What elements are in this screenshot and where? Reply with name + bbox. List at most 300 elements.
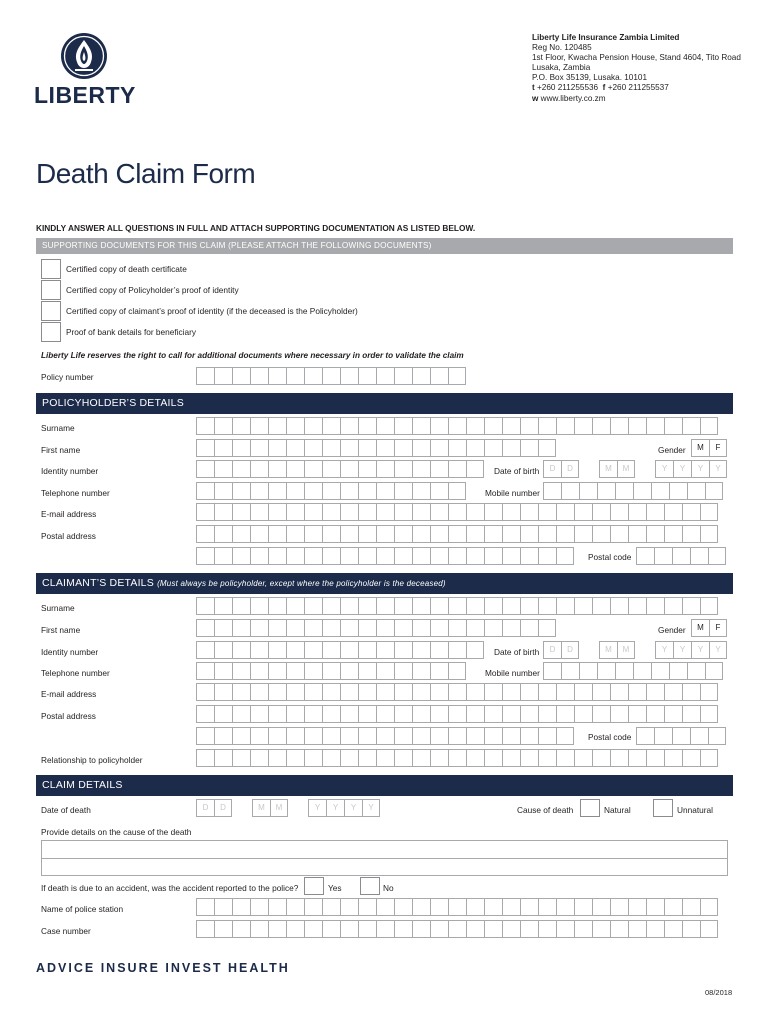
ph-postal-input-2[interactable] bbox=[196, 547, 574, 565]
input-cell[interactable] bbox=[574, 597, 592, 615]
police-station-input[interactable] bbox=[196, 898, 718, 916]
input-cell[interactable] bbox=[394, 749, 412, 767]
input-cell[interactable] bbox=[502, 727, 520, 745]
input-cell[interactable] bbox=[250, 619, 268, 637]
input-cell[interactable] bbox=[268, 460, 286, 478]
input-cell[interactable] bbox=[466, 727, 484, 745]
input-cell[interactable] bbox=[358, 683, 376, 701]
input-cell[interactable] bbox=[196, 482, 214, 500]
input-cell[interactable] bbox=[304, 525, 322, 543]
input-cell[interactable] bbox=[214, 749, 232, 767]
input-cell[interactable] bbox=[340, 503, 358, 521]
input-cell[interactable] bbox=[556, 898, 574, 916]
input-cell[interactable] bbox=[376, 439, 394, 457]
date-cell-y[interactable]: Y bbox=[362, 799, 380, 817]
input-cell[interactable] bbox=[448, 705, 466, 723]
date-cell-y[interactable]: Y bbox=[673, 641, 691, 659]
input-cell[interactable] bbox=[412, 641, 430, 659]
input-cell[interactable] bbox=[376, 503, 394, 521]
input-cell[interactable] bbox=[412, 547, 430, 565]
input-cell[interactable] bbox=[448, 683, 466, 701]
input-cell[interactable] bbox=[574, 525, 592, 543]
cl-email-input[interactable] bbox=[196, 683, 718, 701]
input-cell[interactable] bbox=[664, 683, 682, 701]
input-cell[interactable] bbox=[520, 547, 538, 565]
input-cell[interactable] bbox=[579, 662, 597, 680]
input-cell[interactable] bbox=[214, 705, 232, 723]
input-cell[interactable] bbox=[214, 597, 232, 615]
input-cell[interactable] bbox=[669, 482, 687, 500]
input-cell[interactable] bbox=[430, 641, 448, 659]
input-cell[interactable] bbox=[394, 619, 412, 637]
input-cell[interactable] bbox=[268, 439, 286, 457]
date-cell-m[interactable]: M bbox=[599, 460, 617, 478]
input-cell[interactable] bbox=[250, 482, 268, 500]
input-cell[interactable] bbox=[214, 920, 232, 938]
input-cell[interactable] bbox=[610, 503, 628, 521]
input-cell[interactable] bbox=[430, 547, 448, 565]
input-cell[interactable] bbox=[592, 898, 610, 916]
input-cell[interactable] bbox=[304, 619, 322, 637]
cl-relationship-input[interactable] bbox=[196, 749, 718, 767]
input-cell[interactable] bbox=[484, 749, 502, 767]
natural-checkbox[interactable] bbox=[580, 799, 600, 817]
input-cell[interactable] bbox=[700, 525, 718, 543]
input-cell[interactable] bbox=[250, 727, 268, 745]
date-cell-y[interactable]: Y bbox=[344, 799, 362, 817]
input-cell[interactable] bbox=[466, 525, 484, 543]
input-cell[interactable] bbox=[520, 898, 538, 916]
ph-email-input[interactable] bbox=[196, 503, 718, 521]
ph-mobile-input[interactable] bbox=[543, 482, 723, 500]
input-cell[interactable] bbox=[232, 662, 250, 680]
ph-id-number-input[interactable] bbox=[196, 460, 484, 478]
date-of-death-input[interactable] bbox=[196, 799, 380, 817]
input-cell[interactable] bbox=[628, 683, 646, 701]
input-cell[interactable] bbox=[466, 705, 484, 723]
input-cell[interactable] bbox=[340, 920, 358, 938]
input-cell[interactable] bbox=[538, 439, 556, 457]
input-cell[interactable] bbox=[592, 683, 610, 701]
input-cell[interactable] bbox=[664, 525, 682, 543]
input-cell[interactable] bbox=[633, 482, 651, 500]
input-cell[interactable] bbox=[705, 662, 723, 680]
input-cell[interactable] bbox=[538, 727, 556, 745]
input-cell[interactable] bbox=[376, 525, 394, 543]
input-cell[interactable] bbox=[502, 597, 520, 615]
input-cell[interactable] bbox=[394, 460, 412, 478]
input-cell[interactable] bbox=[466, 749, 484, 767]
input-cell[interactable] bbox=[232, 460, 250, 478]
input-cell[interactable] bbox=[610, 749, 628, 767]
input-cell[interactable] bbox=[466, 920, 484, 938]
input-cell[interactable] bbox=[394, 525, 412, 543]
input-cell[interactable] bbox=[543, 482, 561, 500]
input-cell[interactable] bbox=[232, 482, 250, 500]
input-cell[interactable] bbox=[466, 641, 484, 659]
input-cell[interactable] bbox=[430, 597, 448, 615]
input-cell[interactable] bbox=[520, 705, 538, 723]
date-cell-m[interactable]: M bbox=[599, 641, 617, 659]
input-cell[interactable] bbox=[538, 525, 556, 543]
input-cell[interactable] bbox=[646, 597, 664, 615]
input-cell[interactable] bbox=[520, 417, 538, 435]
accident-yes-checkbox[interactable] bbox=[304, 877, 324, 895]
input-cell[interactable] bbox=[394, 482, 412, 500]
input-cell[interactable] bbox=[322, 898, 340, 916]
input-cell[interactable] bbox=[484, 525, 502, 543]
input-cell[interactable] bbox=[412, 460, 430, 478]
input-cell[interactable] bbox=[646, 417, 664, 435]
ph-telephone-input[interactable] bbox=[196, 482, 466, 500]
input-cell[interactable] bbox=[322, 597, 340, 615]
input-cell[interactable] bbox=[543, 662, 561, 680]
input-cell[interactable] bbox=[376, 683, 394, 701]
input-cell[interactable] bbox=[304, 597, 322, 615]
input-cell[interactable] bbox=[394, 641, 412, 659]
input-cell[interactable] bbox=[412, 597, 430, 615]
input-cell[interactable] bbox=[394, 898, 412, 916]
input-cell[interactable] bbox=[394, 367, 412, 385]
input-cell[interactable] bbox=[304, 683, 322, 701]
input-cell[interactable] bbox=[502, 705, 520, 723]
date-cell-d[interactable]: D bbox=[543, 641, 561, 659]
input-cell[interactable] bbox=[654, 547, 672, 565]
input-cell[interactable] bbox=[358, 619, 376, 637]
input-cell[interactable] bbox=[214, 683, 232, 701]
input-cell[interactable] bbox=[412, 683, 430, 701]
input-cell[interactable] bbox=[232, 503, 250, 521]
cause-details-textarea[interactable] bbox=[41, 840, 728, 876]
input-cell[interactable] bbox=[358, 547, 376, 565]
input-cell[interactable] bbox=[250, 597, 268, 615]
input-cell[interactable] bbox=[448, 727, 466, 745]
input-cell[interactable] bbox=[448, 482, 466, 500]
input-cell[interactable] bbox=[322, 525, 340, 543]
input-cell[interactable] bbox=[592, 597, 610, 615]
input-cell[interactable] bbox=[574, 417, 592, 435]
input-cell[interactable] bbox=[592, 503, 610, 521]
input-cell[interactable] bbox=[430, 619, 448, 637]
input-cell[interactable] bbox=[268, 547, 286, 565]
cl-surname-input[interactable] bbox=[196, 597, 718, 615]
input-cell[interactable] bbox=[412, 898, 430, 916]
input-cell[interactable] bbox=[646, 525, 664, 543]
input-cell[interactable] bbox=[484, 417, 502, 435]
input-cell[interactable] bbox=[664, 920, 682, 938]
input-cell[interactable] bbox=[687, 482, 705, 500]
input-cell[interactable] bbox=[682, 683, 700, 701]
input-cell[interactable] bbox=[286, 525, 304, 543]
input-cell[interactable] bbox=[412, 417, 430, 435]
input-cell[interactable] bbox=[358, 367, 376, 385]
input-cell[interactable] bbox=[214, 503, 232, 521]
input-cell[interactable] bbox=[592, 749, 610, 767]
accident-no-checkbox[interactable] bbox=[360, 877, 380, 895]
input-cell[interactable] bbox=[430, 683, 448, 701]
input-cell[interactable] bbox=[268, 417, 286, 435]
date-cell-y[interactable]: Y bbox=[655, 641, 673, 659]
date-cell-d[interactable]: D bbox=[196, 799, 214, 817]
input-cell[interactable] bbox=[250, 503, 268, 521]
input-cell[interactable] bbox=[664, 417, 682, 435]
input-cell[interactable] bbox=[708, 727, 726, 745]
input-cell[interactable] bbox=[340, 705, 358, 723]
input-cell[interactable] bbox=[376, 597, 394, 615]
input-cell[interactable] bbox=[250, 705, 268, 723]
date-cell-m[interactable]: M bbox=[617, 641, 635, 659]
input-cell[interactable] bbox=[232, 367, 250, 385]
doc-checkbox-item[interactable] bbox=[41, 301, 601, 321]
input-cell[interactable] bbox=[214, 525, 232, 543]
input-cell[interactable] bbox=[448, 367, 466, 385]
input-cell[interactable] bbox=[556, 920, 574, 938]
input-cell[interactable] bbox=[615, 662, 633, 680]
input-cell[interactable] bbox=[574, 705, 592, 723]
input-cell[interactable] bbox=[286, 547, 304, 565]
input-cell[interactable] bbox=[430, 417, 448, 435]
input-cell[interactable] bbox=[700, 749, 718, 767]
input-cell[interactable] bbox=[376, 417, 394, 435]
input-cell[interactable] bbox=[196, 619, 214, 637]
input-cell[interactable] bbox=[322, 503, 340, 521]
input-cell[interactable] bbox=[646, 898, 664, 916]
input-cell[interactable] bbox=[286, 683, 304, 701]
input-cell[interactable] bbox=[286, 503, 304, 521]
cl-postal-input-2[interactable] bbox=[196, 727, 574, 745]
doc-checkbox-item[interactable] bbox=[41, 259, 601, 279]
input-cell[interactable] bbox=[646, 705, 664, 723]
doc-checkbox[interactable] bbox=[41, 280, 61, 300]
input-cell[interactable] bbox=[376, 367, 394, 385]
input-cell[interactable] bbox=[376, 920, 394, 938]
input-cell[interactable] bbox=[322, 367, 340, 385]
input-cell[interactable] bbox=[430, 727, 448, 745]
input-cell[interactable] bbox=[538, 683, 556, 701]
input-cell[interactable] bbox=[196, 525, 214, 543]
date-cell-y[interactable]: Y bbox=[709, 460, 727, 478]
input-cell[interactable] bbox=[268, 503, 286, 521]
input-cell[interactable] bbox=[196, 920, 214, 938]
input-cell[interactable] bbox=[682, 503, 700, 521]
input-cell[interactable] bbox=[322, 727, 340, 745]
input-cell[interactable] bbox=[700, 683, 718, 701]
input-cell[interactable] bbox=[250, 683, 268, 701]
input-cell[interactable] bbox=[484, 727, 502, 745]
input-cell[interactable] bbox=[304, 417, 322, 435]
input-cell[interactable] bbox=[286, 482, 304, 500]
cl-gender-options[interactable] bbox=[691, 619, 727, 637]
input-cell[interactable] bbox=[430, 460, 448, 478]
input-cell[interactable] bbox=[250, 367, 268, 385]
input-cell[interactable] bbox=[628, 417, 646, 435]
input-cell[interactable] bbox=[196, 367, 214, 385]
input-cell[interactable] bbox=[412, 619, 430, 637]
input-cell[interactable] bbox=[232, 683, 250, 701]
input-cell[interactable] bbox=[358, 920, 376, 938]
input-cell[interactable] bbox=[592, 417, 610, 435]
input-cell[interactable] bbox=[502, 525, 520, 543]
input-cell[interactable] bbox=[340, 482, 358, 500]
input-cell[interactable] bbox=[538, 749, 556, 767]
input-cell[interactable] bbox=[322, 439, 340, 457]
input-cell[interactable] bbox=[556, 597, 574, 615]
cl-gender-f[interactable]: F bbox=[709, 619, 727, 637]
input-cell[interactable] bbox=[592, 920, 610, 938]
doc-checkbox[interactable] bbox=[41, 301, 61, 321]
input-cell[interactable] bbox=[196, 503, 214, 521]
input-cell[interactable] bbox=[561, 662, 579, 680]
cl-first-name-input[interactable] bbox=[196, 619, 556, 637]
input-cell[interactable] bbox=[484, 619, 502, 637]
input-cell[interactable] bbox=[268, 641, 286, 659]
input-cell[interactable] bbox=[690, 547, 708, 565]
input-cell[interactable] bbox=[196, 683, 214, 701]
input-cell[interactable] bbox=[466, 547, 484, 565]
input-cell[interactable] bbox=[358, 503, 376, 521]
input-cell[interactable] bbox=[448, 641, 466, 659]
input-cell[interactable] bbox=[574, 898, 592, 916]
ph-postal-input-1[interactable] bbox=[196, 525, 718, 543]
input-cell[interactable] bbox=[340, 641, 358, 659]
input-cell[interactable] bbox=[448, 460, 466, 478]
doc-checkbox[interactable] bbox=[41, 259, 61, 279]
input-cell[interactable] bbox=[250, 641, 268, 659]
input-cell[interactable] bbox=[412, 525, 430, 543]
input-cell[interactable] bbox=[687, 662, 705, 680]
date-cell-y[interactable]: Y bbox=[673, 460, 691, 478]
input-cell[interactable] bbox=[574, 503, 592, 521]
input-cell[interactable] bbox=[556, 749, 574, 767]
input-cell[interactable] bbox=[538, 619, 556, 637]
input-cell[interactable] bbox=[232, 547, 250, 565]
ph-gender-f[interactable]: F bbox=[709, 439, 727, 457]
input-cell[interactable] bbox=[556, 547, 574, 565]
input-cell[interactable] bbox=[502, 920, 520, 938]
input-cell[interactable] bbox=[610, 525, 628, 543]
input-cell[interactable] bbox=[700, 705, 718, 723]
input-cell[interactable] bbox=[556, 705, 574, 723]
input-cell[interactable] bbox=[412, 727, 430, 745]
input-cell[interactable] bbox=[358, 417, 376, 435]
input-cell[interactable] bbox=[376, 705, 394, 723]
input-cell[interactable] bbox=[376, 547, 394, 565]
input-cell[interactable] bbox=[592, 525, 610, 543]
input-cell[interactable] bbox=[430, 662, 448, 680]
input-cell[interactable] bbox=[700, 503, 718, 521]
input-cell[interactable] bbox=[268, 727, 286, 745]
input-cell[interactable] bbox=[250, 749, 268, 767]
input-cell[interactable] bbox=[286, 749, 304, 767]
input-cell[interactable] bbox=[448, 619, 466, 637]
input-cell[interactable] bbox=[322, 482, 340, 500]
input-cell[interactable] bbox=[196, 662, 214, 680]
date-cell-m[interactable]: M bbox=[270, 799, 288, 817]
input-cell[interactable] bbox=[664, 898, 682, 916]
doc-checkbox-item[interactable] bbox=[41, 280, 601, 300]
input-cell[interactable] bbox=[682, 525, 700, 543]
input-cell[interactable] bbox=[466, 417, 484, 435]
input-cell[interactable] bbox=[610, 417, 628, 435]
input-cell[interactable] bbox=[268, 525, 286, 543]
input-cell[interactable] bbox=[304, 705, 322, 723]
input-cell[interactable] bbox=[672, 547, 690, 565]
input-cell[interactable] bbox=[646, 920, 664, 938]
input-cell[interactable] bbox=[538, 705, 556, 723]
date-cell-m[interactable]: M bbox=[252, 799, 270, 817]
input-cell[interactable] bbox=[340, 417, 358, 435]
input-cell[interactable] bbox=[430, 367, 448, 385]
input-cell[interactable] bbox=[412, 662, 430, 680]
input-cell[interactable] bbox=[466, 460, 484, 478]
input-cell[interactable] bbox=[340, 619, 358, 637]
input-cell[interactable] bbox=[304, 503, 322, 521]
input-cell[interactable] bbox=[412, 503, 430, 521]
date-cell-d[interactable]: D bbox=[561, 641, 579, 659]
input-cell[interactable] bbox=[286, 662, 304, 680]
input-cell[interactable] bbox=[232, 439, 250, 457]
input-cell[interactable] bbox=[700, 597, 718, 615]
input-cell[interactable] bbox=[700, 417, 718, 435]
input-cell[interactable] bbox=[394, 705, 412, 723]
input-cell[interactable] bbox=[304, 727, 322, 745]
input-cell[interactable] bbox=[286, 619, 304, 637]
input-cell[interactable] bbox=[597, 482, 615, 500]
input-cell[interactable] bbox=[484, 503, 502, 521]
input-cell[interactable] bbox=[196, 641, 214, 659]
input-cell[interactable] bbox=[700, 898, 718, 916]
input-cell[interactable] bbox=[448, 417, 466, 435]
input-cell[interactable] bbox=[268, 683, 286, 701]
ph-gender-m[interactable]: M bbox=[691, 439, 709, 457]
input-cell[interactable] bbox=[322, 920, 340, 938]
input-cell[interactable] bbox=[286, 417, 304, 435]
input-cell[interactable] bbox=[412, 367, 430, 385]
input-cell[interactable] bbox=[304, 367, 322, 385]
input-cell[interactable] bbox=[232, 619, 250, 637]
input-cell[interactable] bbox=[322, 417, 340, 435]
input-cell[interactable] bbox=[484, 547, 502, 565]
input-cell[interactable] bbox=[286, 460, 304, 478]
input-cell[interactable] bbox=[394, 417, 412, 435]
input-cell[interactable] bbox=[340, 898, 358, 916]
input-cell[interactable] bbox=[412, 705, 430, 723]
input-cell[interactable] bbox=[268, 482, 286, 500]
input-cell[interactable] bbox=[268, 898, 286, 916]
input-cell[interactable] bbox=[636, 727, 654, 745]
input-cell[interactable] bbox=[690, 727, 708, 745]
input-cell[interactable] bbox=[196, 597, 214, 615]
input-cell[interactable] bbox=[214, 641, 232, 659]
cl-id-number-input[interactable] bbox=[196, 641, 484, 659]
input-cell[interactable] bbox=[340, 727, 358, 745]
input-cell[interactable] bbox=[484, 597, 502, 615]
cl-mobile-input[interactable] bbox=[543, 662, 723, 680]
ph-dob-input[interactable] bbox=[543, 460, 727, 478]
input-cell[interactable] bbox=[376, 460, 394, 478]
input-cell[interactable] bbox=[502, 417, 520, 435]
input-cell[interactable] bbox=[304, 482, 322, 500]
input-cell[interactable] bbox=[664, 749, 682, 767]
input-cell[interactable] bbox=[340, 547, 358, 565]
unnatural-checkbox[interactable] bbox=[653, 799, 673, 817]
input-cell[interactable] bbox=[304, 460, 322, 478]
input-cell[interactable] bbox=[682, 597, 700, 615]
cl-telephone-input[interactable] bbox=[196, 662, 466, 680]
input-cell[interactable] bbox=[430, 482, 448, 500]
input-cell[interactable] bbox=[304, 547, 322, 565]
input-cell[interactable] bbox=[538, 503, 556, 521]
